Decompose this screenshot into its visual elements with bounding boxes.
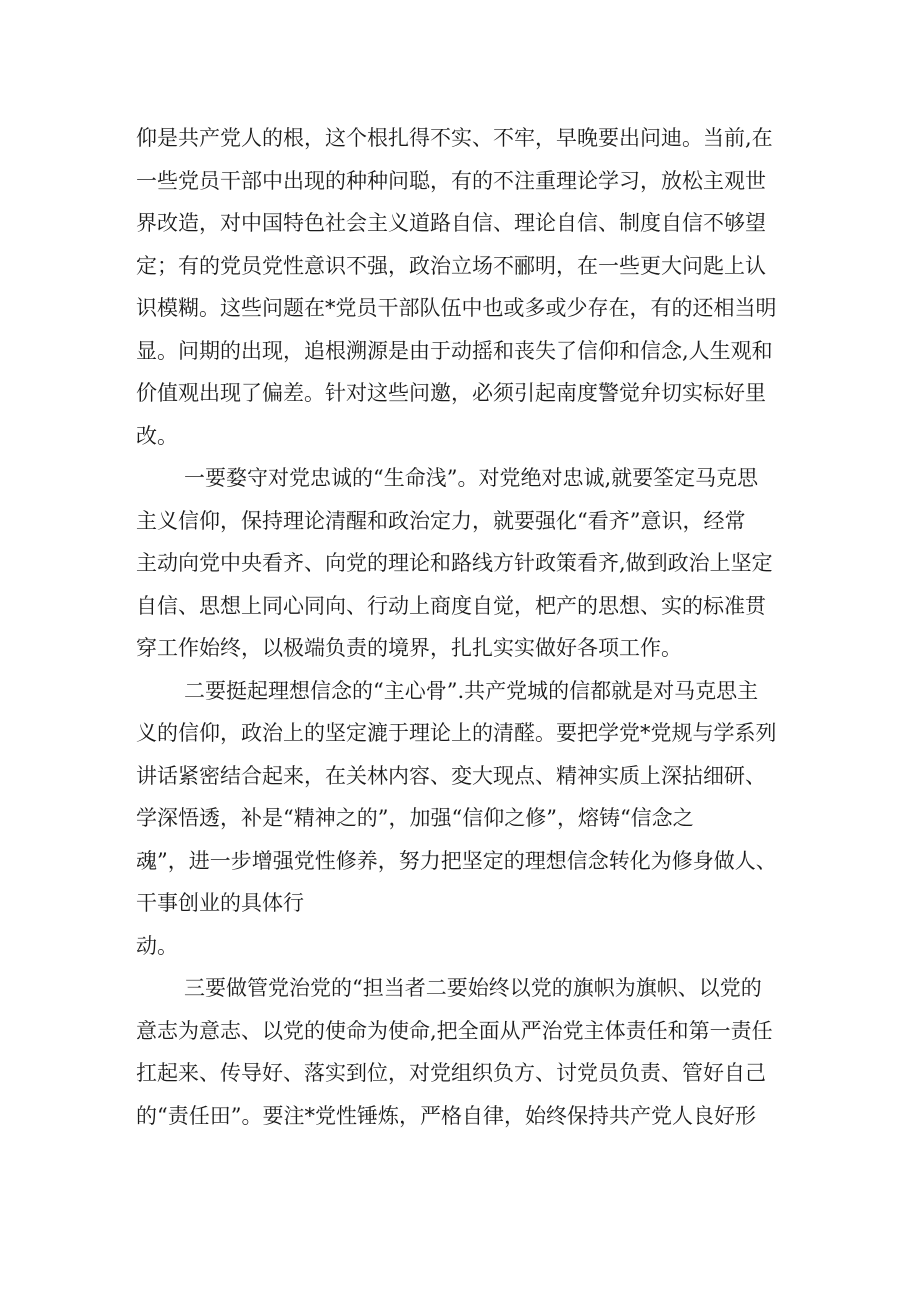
text-line: 定；有的党员党性意识不强，政治立场不郦明，在一些更大问匙上认 [136, 253, 766, 278]
text-line: 扛起来、传导好、落实到位，对党组织负方、讨党员负责、管好自己 [136, 1061, 766, 1085]
text-line: 价值观出现了偏差。针对这些问邀，必须引起南度警觉弁切实标好里 [136, 381, 766, 405]
text-line: 干事创业的具体行 [136, 891, 304, 915]
text-line: 主动向党中央看齐、向党的理论和路线方针政策看齐,做到政治上坚定 [136, 551, 773, 575]
text-line: 魂”，进一步增强党性修养，努力把坚定的理想信念转化为修身做人、 [136, 848, 777, 873]
text-line: 意志为意志、以党的使命为使命,把全面从严治党主体责任和第一责任 [136, 1018, 773, 1043]
paragraph-start-line: 一要婺守对党忠诚的“生命浅”。对党绝对忠诚,就要筌定马克思 [184, 466, 759, 490]
text-line: 主义信仰，保持理论清醒和政治定力，就要强化“看齐”意识，经常 [136, 508, 746, 533]
text-line: 显。问期的出现，追根溯源是由于动摇和丧失了信仰和信念,人生观和 [136, 338, 773, 363]
text-line: 动。 [136, 933, 178, 958]
text-line: 改。 [136, 423, 178, 448]
body-text [136, 117, 796, 1137]
text-line: 识模糊。这些问题在*党员干部队伍中也或多或少存在，有的还相当明 [136, 296, 777, 320]
text-line: 义的信仰，政治上的坚定漉于理论上的清醛。要把学党*党规与学系列 [136, 721, 777, 745]
text-line: 一些党员干部中出现的种种问聪，有的不注重理论学习，放松主观世 [136, 168, 766, 193]
text-line: 学深悟透，补是“精神之的”，加强“信仰之修”，熔铸“信念之 [136, 806, 694, 830]
text-line: 界改造，对中国特色社会主义道路自信、理论自信、制度自信不够望 [136, 211, 766, 235]
paragraph-start-line: 二要挺起理想信念的“主心骨”.共产党城的信都就是对马克思主 [184, 678, 759, 703]
text-line: 穿工作始终，以极端负责的境界，扎扎实实做好各项工作。 [136, 636, 682, 660]
text-line: 讲话紧密结合起来，在关林内容、変大现点、精神实质上深拈细研、 [136, 763, 766, 788]
text-line: 仰是共产党人的根，这个根扎得不实、不牢，早晚要出问迪。当前,在 [136, 126, 773, 150]
paragraph-start-line: 三要做管党治党的“担当者二要始终以党的旗帜为旗帜、以党的 [184, 976, 762, 1000]
text-line: 的“责任田”。要注*党性锤炼，严格自律，始终保持共产党人良好形 [136, 1103, 756, 1128]
text-line: 自信、思想上同心同向、行动上商度自觉，杷产的思想、实的标准贯 [136, 593, 766, 618]
